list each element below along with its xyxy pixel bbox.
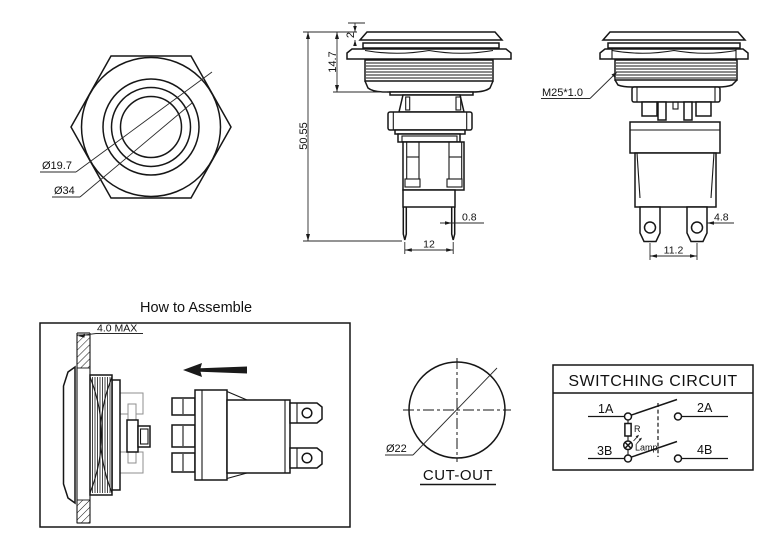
thread-spec-label: M25*1.0	[542, 87, 583, 99]
assembly-drawing	[35, 293, 365, 535]
contacts	[625, 413, 682, 462]
rear-view-drawing	[530, 8, 761, 270]
pin-left	[403, 207, 406, 240]
castellations	[642, 102, 711, 120]
lamp-label: Lamp	[635, 442, 658, 453]
dim-cutout-diameter: Ø22	[386, 443, 407, 455]
cutout-view	[382, 352, 537, 492]
terminal-3b-label: 3B	[597, 444, 613, 458]
dim-pin-spacing: 12	[423, 238, 435, 251]
terminal-2a-label: 2A	[697, 401, 713, 415]
lug-top	[290, 403, 322, 423]
terminal-4b-label: 4B	[697, 443, 713, 457]
side-view-drawing	[285, 8, 525, 270]
button-body-profile	[600, 32, 748, 242]
lug-bottom	[290, 448, 322, 468]
diameter-leaders	[40, 72, 212, 197]
dim-bezel-diameter: Ø34	[54, 185, 75, 197]
cutout-label: CUT-OUT	[422, 467, 494, 484]
assembly-direction-arrow	[183, 363, 247, 377]
dim-terminal-spacing: 11.2	[663, 244, 684, 257]
hex-nut-outline	[71, 56, 231, 198]
dim-button-diameter: Ø19.7	[42, 160, 72, 172]
resistor-symbol	[625, 424, 631, 437]
dim-head-height: 14.7	[327, 51, 339, 73]
circuit-view	[550, 363, 761, 475]
dim-total-height: 50.55	[298, 122, 310, 150]
front-view-drawing	[20, 12, 250, 207]
terminal-1a-label: 1A	[598, 402, 614, 416]
assembly-view	[35, 293, 365, 535]
pin-right	[452, 207, 455, 240]
cutout-drawing	[382, 352, 537, 492]
dim-terminal-width: 4.8	[714, 211, 729, 224]
dim-pin-thickness: 0.8	[462, 211, 477, 224]
side-view	[285, 8, 525, 270]
switch-module	[172, 390, 322, 480]
button-body-profile	[347, 32, 511, 240]
dim-cap-thickness: 2	[345, 31, 357, 39]
circuit-drawing	[550, 363, 761, 475]
terminal-lug-right	[687, 207, 707, 242]
terminal-lug-left	[640, 207, 660, 242]
rear-view	[530, 8, 761, 270]
assembly-title: How to Assemble	[139, 300, 253, 316]
circuit-title: SWITCHING CIRCUIT	[568, 373, 738, 390]
resistor-label: R	[634, 424, 641, 434]
dim-panel-thickness: 4.0 MAX	[97, 322, 138, 335]
mounting-panel	[77, 333, 90, 523]
front-view	[20, 12, 250, 207]
